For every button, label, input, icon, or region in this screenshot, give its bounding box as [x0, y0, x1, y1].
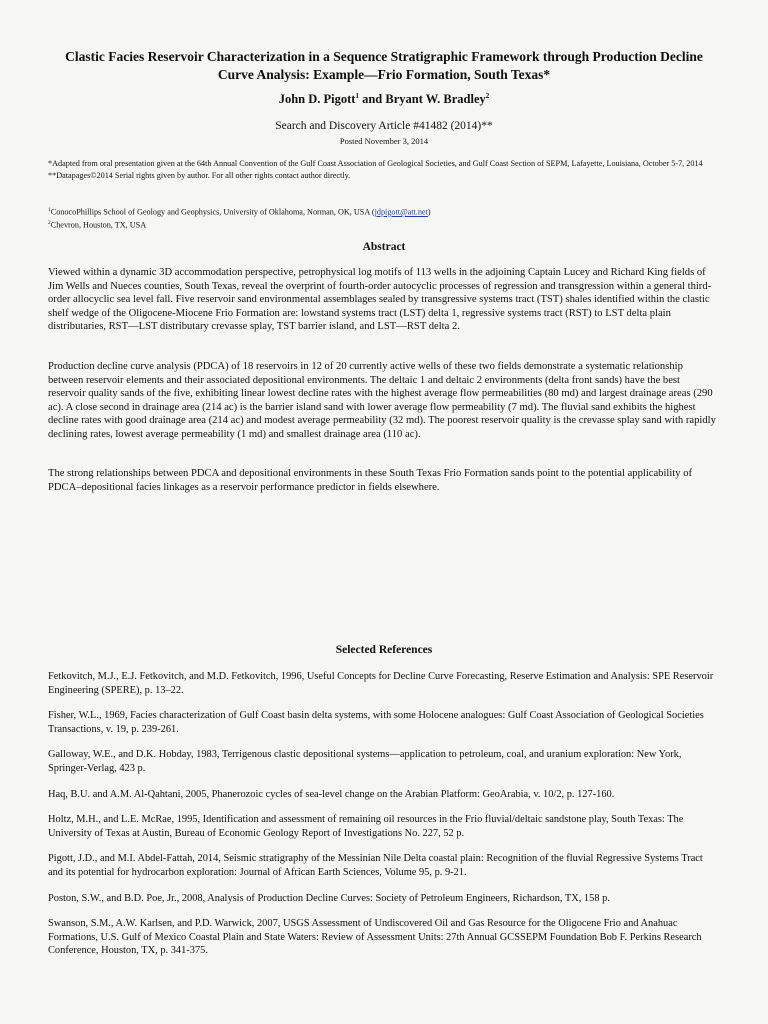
affiliation-2-mark: 2	[48, 220, 51, 227]
author-1: John D. Pigott	[278, 92, 356, 107]
abstract-paragraph-1: Viewed within a dynamic 3D accommodation perspective, petrophysical log motifs of 113 wells in the adjoining Captain Lucey and Richard King fields of Jim Wells and Nueces counties, South Texas, reveal the overprint of fourth-order autocyclic processes of regression and transgression within a general third-order allocyclic sea level fall. Five reservoir sand environmental assemblages sealed by transgressive systems tract (TST) shales identified within the clastic shelf wedge of the Oligocene-Miocene Frio Formation are: lowstand systems tract (LST) delta 1, regressive systems tract (RST) to LST delta plain distributaries, RST—LST distributary crevasse splay, TST barrier island, and LST—RST delta 2.	[48, 267, 712, 333]
author-joiner: and	[358, 92, 386, 107]
reference-item: Swanson, S.M., A.W. Karlsen, and P.D. Warwick, 2007, USGS Assessment of Undiscovered Oil and Gas Resource for the Oligocene Frio and Anahuac Formations, U.S. Gulf of Mexico Coastal Plain and State Waters: Review of Assessment Units: 27th Annual GCSSEPM Foundation Bob F. Perkins Research Conference, Houston, TX, p. 341-375.	[48, 918, 702, 957]
author-line	[48, 92, 720, 107]
abstract-paragraph-2: Production decline curve analysis (PDCA) of 18 reservoirs in 12 of 20 currently active wells of these two fields demonstrate a systematic relationship between reservoir elements and their associated depositional environments. The deltaic 1 and deltaic 2 environments (delta front sands) have the best reservoir quality sands of the five, exhibiting linear lowest decline rates with the highest average flow permeabilities (80 md) and largest drainage areas (290 ac). A close second in drainage area (214 ac) is the barrier island sand with lower average flow permeability (7 md). The fluvial sand exhibits the highest decline rates with good drainage area (214 ac) and modest average permeability (32 md). The poorest reservoir quality is the crevasse splay sand with rapidly declining rates, lowest average permeability (1 md) and smallest drainage area (110 ac).	[48, 361, 716, 440]
reference-item: Haq, B.U. and A.M. Al-Qahtani, 2005, Phanerozoic cycles of sea-level change on the Arabian Platform: GeoArabia, v. 10/2, p. 127-160.	[48, 788, 615, 800]
paper-title: Clastic Facies Reservoir Characterization in a Sequence Stratigraphic Framework through Production Decline Curve Analysis: Example—Frio Formation, South Texas*	[65, 49, 703, 82]
reference-list	[48, 670, 716, 970]
affiliation-1	[48, 205, 720, 218]
reference-item: Holtz, M.H., and L.E. McRae, 1995, Identification and assessment of remaining oil resources in the Frio fluvial/deltaic sandstone play, South Texas: The University of Texas at Austin, Bureau of Economic Geology Report of Investigations No. 227, 52 p.	[48, 814, 684, 839]
abstract-heading: Abstract	[362, 241, 406, 253]
reference-item: Galloway, W.E., and D.K. Hobday, 1983, Terrigenous clastic depositional systems—application to petroleum, coal, and uranium exploration: New York, Springer-Verlag, 423 p.	[48, 749, 682, 774]
affiliations	[48, 205, 720, 231]
author-email-link[interactable]: jdpigott@att.net	[374, 207, 428, 217]
author-2-affiliation-mark: 2	[485, 92, 490, 100]
author-1-affiliation-mark: 1	[355, 92, 359, 100]
footnote-rights: **Datapages©2014 Serial rights given by author. For all other rights contact author directly.	[48, 170, 351, 180]
references-heading: Selected References	[335, 644, 433, 656]
affiliation-1-mark: 1	[48, 207, 51, 213]
abstract-paragraph-3: The strong relationships between PDCA and depositional environments in these South Texas Frio Formation sands point to the potential applicability of PDCA–depositional facies linkages as a reservoir performance predictor in fields elsewhere.	[48, 468, 693, 493]
reference-item: Poston, S.W., and B.D. Poe, Jr., 2008, Analysis of Production Decline Curves: Society of Petroleum Engineers, Richardson, TX, 158 p.	[48, 892, 610, 904]
affiliation-1-close: )	[427, 207, 431, 217]
reference-item: Pigott, J.D., and M.I. Abdel-Fattah, 2014, Seismic stratigraphy of the Messinian Nile Delta coastal plain: Recognition of the fluvial Regressive Systems Tract and its potential for hydrocarbon exploration: Journal of African Earth Sciences, Volume 95, p. 9-21.	[48, 853, 703, 878]
affiliation-2	[48, 218, 720, 231]
footnote-presentation: *Adapted from oral presentation given at the 64th Annual Convention of the Gulf Coast Association of Geological Societies, and Gulf Coast Section of SEPM, Lafayette, Louisiana, October 5-7, 2014	[48, 159, 703, 168]
footnotes	[48, 158, 720, 181]
reference-item: Fetkovitch, M.J., E.J. Fetkovitch, and M.D. Fetkovitch, 1996, Useful Concepts for Decline Curve Forecasting, Reserve Estimation and Analysis: SPE Reservoir Engineering (SPERE), p. 13–22.	[48, 671, 714, 696]
article-number: Search and Discovery Article #41482 (2014)**	[275, 120, 493, 132]
posted-date: Posted November 3, 2014	[339, 136, 429, 146]
author-2: Bryant W. Bradley	[385, 92, 486, 107]
affiliation-1-text: ConocoPhillips School of Geology and Geophysics, University of Oklahoma, Norman, OK, USA (	[50, 207, 375, 217]
reference-item: Fisher, W.L., 1969, Facies characterization of Gulf Coast basin delta systems, with some Holocene analogues: Gulf Coast Association of Geological Societies Transactions, v. 19, p. 239-261.	[48, 710, 704, 735]
affiliation-2-text: Chevron, Houston, TX, USA	[50, 220, 147, 230]
